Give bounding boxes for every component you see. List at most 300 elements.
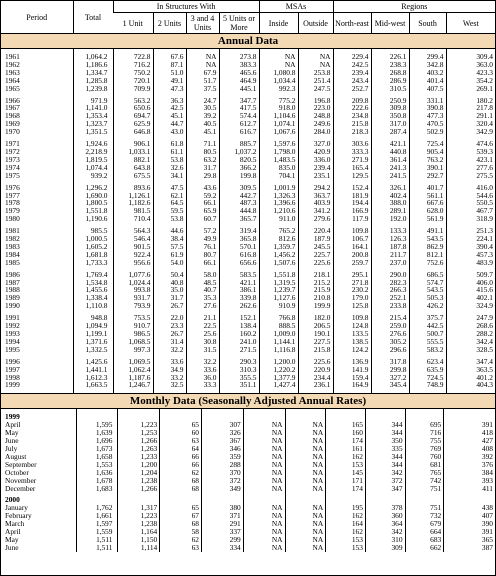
data-cell: 359 — [201, 453, 243, 461]
data-cell: 117.9 — [333, 215, 371, 223]
data-cell: NA — [243, 421, 285, 429]
data-cell: 363.7 — [298, 192, 333, 200]
data-cell: NA — [243, 504, 285, 512]
data-cell: 165.4 — [333, 164, 371, 172]
table-row — [1, 520, 495, 528]
data-cell: 35.3 — [186, 294, 219, 302]
table-row — [1, 374, 495, 382]
data-cell: 309.5 — [219, 184, 259, 192]
data-cell: 174 — [326, 485, 366, 493]
data-cell: 109.8 — [333, 227, 371, 235]
data-cell: 420.9 — [298, 148, 333, 156]
data-cell: 1,351.5 — [73, 128, 113, 136]
data-cell: 616.8 — [219, 251, 259, 259]
data-cell: 251.4 — [298, 77, 333, 85]
data-cell: 393 — [444, 477, 495, 485]
data-cell: 124.2 — [333, 346, 371, 354]
data-cell: 752.6 — [409, 259, 446, 267]
data-cell: 68 — [160, 477, 202, 485]
data-cell: 1,323.7 — [73, 120, 113, 128]
data-cell: 220.4 — [298, 227, 333, 235]
data-cell: 67.6 — [153, 53, 186, 61]
data-cell: 1,455.6 — [73, 286, 113, 294]
data-cell: 365.8 — [219, 235, 259, 243]
data-cell: 237.0 — [371, 259, 409, 267]
data-cell: 209.8 — [333, 97, 371, 105]
table-row — [1, 429, 495, 437]
table-row — [1, 215, 495, 223]
data-cell: 1,150 — [118, 536, 160, 544]
data-cell: 160 — [326, 429, 366, 437]
monthly-data-banner: Monthly Data (Seasonally Adjusted Annual Rates) — [1, 393, 495, 409]
data-cell: NA — [243, 520, 285, 528]
data-cell: 335 — [365, 445, 405, 453]
data-cell: 1,396.6 — [259, 199, 298, 207]
data-cell: 339.8 — [219, 294, 259, 302]
data-cell: 364 — [365, 520, 405, 528]
data-cell: 1,639 — [76, 429, 118, 437]
table-row — [1, 469, 495, 477]
data-cell: 288.2 — [446, 330, 495, 338]
data-cell: 199.8 — [219, 172, 259, 180]
data-cell: 65 — [160, 504, 202, 512]
header-msas-group: MSAs — [259, 1, 333, 13]
table-row — [1, 271, 495, 279]
data-cell: 1,116.8 — [259, 346, 298, 354]
data-cell: 289.1 — [371, 207, 409, 215]
data-cell: 247.9 — [446, 314, 495, 322]
data-cell: 251.3 — [446, 227, 495, 235]
data-cell: 1,210.6 — [259, 207, 298, 215]
row-period: 1997 — [5, 365, 20, 374]
data-cell: 387 — [444, 544, 495, 552]
data-cell: 1,332.5 — [73, 346, 113, 354]
data-cell: 320.4 — [446, 120, 495, 128]
data-cell: 465.6 — [219, 69, 259, 77]
data-cell: 45.1 — [186, 128, 219, 136]
data-cell: 275.5 — [446, 172, 495, 180]
data-cell: 250.9 — [371, 97, 409, 105]
row-period: 1981 — [5, 227, 20, 236]
data-cell: 1,285.8 — [73, 77, 113, 85]
data-cell: 1,425.6 — [73, 358, 113, 366]
header-total: Total — [73, 1, 113, 33]
data-cell: 32.2 — [153, 346, 186, 354]
row-period: 1985 — [5, 258, 20, 267]
table-row — [1, 53, 495, 61]
data-cell: 1,733.3 — [73, 259, 113, 267]
data-cell: 238.3 — [371, 61, 409, 69]
data-cell: 893.6 — [113, 184, 153, 192]
data-cell: 391 — [444, 528, 495, 536]
data-cell: 918.0 — [259, 104, 298, 112]
table-row — [1, 421, 495, 429]
row-period: 1968 — [5, 112, 20, 121]
table-row — [1, 148, 495, 156]
data-cell: 662 — [405, 544, 444, 552]
row-period: 1994 — [5, 337, 20, 346]
data-cell: 199.9 — [298, 302, 333, 310]
data-cell: 1,534.8 — [73, 279, 113, 287]
data-cell: 350.8 — [371, 112, 409, 120]
data-cell: 284.0 — [298, 128, 333, 136]
data-cell: 310.5 — [371, 85, 409, 93]
data-cell: 226.1 — [371, 53, 409, 61]
data-cell: 211.7 — [371, 251, 409, 259]
data-cell: NA — [243, 477, 285, 485]
data-cell: 215.8 — [298, 346, 333, 354]
data-cell: NA — [298, 53, 333, 61]
row-month: February — [5, 512, 32, 521]
data-cell: 403.9 — [298, 199, 333, 207]
table-row — [1, 140, 495, 148]
header-2-units: 2 Units — [153, 13, 186, 34]
row-period: 1976 — [5, 183, 20, 192]
data-cell: 33.2 — [153, 374, 186, 382]
data-cell: 386.1 — [219, 286, 259, 294]
data-cell: 906.1 — [113, 140, 153, 148]
data-cell: 1,266 — [118, 485, 160, 493]
data-cell: 709.9 — [113, 85, 153, 93]
table-row — [1, 85, 495, 93]
row-period: 1979 — [5, 207, 20, 216]
row-period: 1978 — [5, 199, 20, 208]
data-cell: 22.0 — [153, 314, 186, 322]
data-cell: 65.9 — [186, 207, 219, 215]
data-cell: 411 — [444, 485, 495, 493]
table-row — [1, 120, 495, 128]
data-cell: 133.3 — [371, 227, 409, 235]
table-row — [1, 536, 495, 544]
row-period: 1965 — [5, 84, 20, 93]
data-cell: NA — [243, 512, 285, 520]
header-midwest: Mid-west — [371, 13, 409, 34]
data-cell: 1,658 — [76, 453, 118, 461]
data-cell: 1,239.8 — [73, 85, 113, 93]
data-cell: 54.0 — [153, 259, 186, 267]
data-cell: 628.0 — [409, 207, 446, 215]
data-cell: 1,661 — [76, 512, 118, 520]
table-row — [1, 445, 495, 453]
data-cell: 40.7 — [186, 286, 219, 294]
data-cell: 574.4 — [219, 112, 259, 120]
data-cell: 372 — [365, 477, 405, 485]
data-cell: 145 — [326, 469, 366, 477]
data-cell: 218.3 — [333, 128, 371, 136]
data-cell: NA — [285, 445, 326, 453]
data-cell: 408 — [444, 445, 495, 453]
data-cell: 303.6 — [333, 140, 371, 148]
data-cell: 1,199.1 — [73, 330, 113, 338]
data-cell: NA — [285, 504, 326, 512]
data-cell: 63 — [160, 437, 202, 445]
data-cell: 550.5 — [446, 199, 495, 207]
data-cell: 166.9 — [333, 207, 371, 215]
data-cell: 234.4 — [298, 374, 333, 382]
table-row — [1, 330, 495, 338]
row-month: August — [5, 452, 27, 461]
data-cell: 34.1 — [153, 172, 186, 180]
year-label: 1999 — [5, 413, 20, 422]
data-cell: 67.9 — [186, 69, 219, 77]
data-cell: 1,597 — [76, 520, 118, 528]
row-period: 1973 — [5, 155, 20, 164]
data-cell: 164 — [326, 520, 366, 528]
data-cell: 765.2 — [259, 227, 298, 235]
data-cell: 1,683 — [76, 485, 118, 493]
data-cell: 277.6 — [446, 164, 495, 172]
data-cell: NA — [259, 53, 298, 61]
data-cell: 971.9 — [73, 97, 113, 105]
data-cell: 62 — [160, 469, 202, 477]
data-cell: 266.3 — [371, 286, 409, 294]
data-cell: 1,024.4 — [113, 279, 153, 287]
table-row — [1, 259, 495, 267]
data-cell: 294.2 — [298, 184, 333, 192]
data-cell: 555.5 — [409, 338, 446, 346]
data-cell: 268.6 — [446, 322, 495, 330]
data-cell: NA — [285, 536, 326, 544]
row-period: 1991 — [5, 314, 20, 323]
data-cell: 344 — [365, 461, 405, 469]
data-cell: 22.5 — [186, 322, 219, 330]
data-cell: NA — [285, 421, 326, 429]
data-cell: 616.7 — [219, 128, 259, 136]
data-cell: 1,001.9 — [259, 184, 298, 192]
data-cell: 162 — [326, 453, 366, 461]
data-cell: NA — [186, 61, 219, 69]
data-cell: 32.6 — [153, 164, 186, 172]
data-cell: 363.0 — [446, 61, 495, 69]
data-cell: 1,690.0 — [73, 192, 113, 200]
data-cell: 1,681.8 — [73, 251, 113, 259]
table-header — [1, 1, 495, 33]
data-cell: 24.7 — [186, 97, 219, 105]
data-cell: 106.7 — [333, 235, 371, 243]
data-cell: 888.5 — [259, 322, 298, 330]
row-month: May — [5, 535, 19, 544]
data-cell: 181.9 — [333, 192, 371, 200]
data-cell: 885.7 — [219, 140, 259, 148]
data-cell: 179.0 — [333, 294, 371, 302]
data-cell: 331.1 — [409, 97, 446, 105]
data-cell: 239.4 — [333, 69, 371, 77]
data-cell: 1,636 — [76, 469, 118, 477]
data-cell: 1,141.0 — [73, 104, 113, 112]
data-cell: 367 — [201, 437, 243, 445]
data-cell: 252.7 — [333, 85, 371, 93]
data-cell: 51.7 — [186, 77, 219, 85]
table-row — [1, 61, 495, 69]
data-cell: 716 — [405, 429, 444, 437]
data-cell: 58.0 — [186, 271, 219, 279]
data-cell: 190.1 — [298, 330, 333, 338]
data-cell: 31.5 — [186, 346, 219, 354]
data-cell: 242.5 — [333, 61, 371, 69]
data-cell: NA — [298, 61, 333, 69]
row-month: July — [5, 444, 18, 453]
data-cell: 234.8 — [333, 112, 371, 120]
data-cell: 1,800.5 — [73, 199, 113, 207]
data-cell: 334 — [201, 544, 243, 552]
row-period: 1962 — [5, 60, 20, 69]
data-cell: NA — [285, 437, 326, 445]
data-cell: 162 — [326, 528, 366, 536]
data-cell: 1,263 — [118, 445, 160, 453]
data-cell: 153 — [326, 461, 366, 469]
data-cell: 392 — [444, 453, 495, 461]
data-cell: 1,034.4 — [259, 77, 298, 85]
data-cell: 1,104.6 — [259, 112, 298, 120]
table-row — [1, 437, 495, 445]
data-cell: 174 — [326, 437, 366, 445]
data-cell: 241.5 — [371, 172, 409, 180]
data-cell: 279.6 — [298, 215, 333, 223]
data-cell: 67 — [160, 512, 202, 520]
year-label: 2000 — [5, 496, 20, 505]
row-period: 1967 — [5, 104, 20, 113]
data-cell: 210.8 — [298, 294, 333, 302]
data-cell: 249.6 — [298, 120, 333, 128]
data-cell: 200.8 — [333, 251, 371, 259]
data-cell: 296.6 — [371, 346, 409, 354]
data-cell: 546.4 — [113, 235, 153, 243]
data-cell: 27.6 — [186, 302, 219, 310]
data-cell: 378 — [365, 504, 405, 512]
row-period: 1986 — [5, 270, 20, 279]
data-cell: 161 — [326, 445, 366, 453]
data-cell: 418 — [444, 429, 495, 437]
table-row — [1, 286, 495, 294]
data-cell: 361.4 — [371, 156, 409, 164]
data-cell: 574.7 — [409, 279, 446, 287]
table-row — [1, 112, 495, 120]
data-cell: 561.1 — [409, 192, 446, 200]
data-cell: 138.4 — [219, 322, 259, 330]
data-cell: 612.7 — [219, 120, 259, 128]
table-row — [1, 544, 495, 552]
data-cell: NA — [285, 544, 326, 552]
data-cell: 26.7 — [153, 330, 186, 338]
data-cell: 141.9 — [333, 366, 371, 374]
row-period: 1975 — [5, 171, 20, 180]
data-cell: 291.1 — [446, 112, 495, 120]
data-cell: 60.7 — [186, 215, 219, 223]
data-cell: 407.5 — [409, 85, 446, 93]
table-row — [1, 294, 495, 302]
data-cell: 64 — [160, 445, 202, 453]
data-cell: 1,080.8 — [259, 69, 298, 77]
table-row — [1, 346, 495, 354]
data-cell: 769 — [405, 445, 444, 453]
data-cell: 282.3 — [371, 279, 409, 287]
data-cell: 53.8 — [153, 156, 186, 164]
data-cell: 2,218.9 — [73, 148, 113, 156]
row-month: April — [5, 421, 21, 430]
data-cell: 483.9 — [446, 259, 495, 267]
data-cell: 164.9 — [333, 381, 371, 389]
data-cell: 1,069.5 — [113, 358, 153, 366]
data-cell: 948.8 — [73, 314, 113, 322]
data-cell: 366.2 — [219, 164, 259, 172]
data-cell: 372 — [201, 477, 243, 485]
data-cell: 326 — [201, 429, 243, 437]
table-row — [1, 504, 495, 512]
data-cell: 152.1 — [219, 314, 259, 322]
data-cell: 992.3 — [259, 85, 298, 93]
data-cell: 245.5 — [298, 243, 333, 251]
data-cell: 724.5 — [409, 374, 446, 382]
data-cell: 1,009.0 — [259, 330, 298, 338]
annual-data-banner: Annual Data — [1, 33, 495, 49]
data-cell: 564.3 — [113, 227, 153, 235]
row-month: April — [5, 528, 21, 536]
data-cell: 681 — [405, 461, 444, 469]
data-cell: 342 — [365, 528, 405, 536]
data-cell: 215.8 — [333, 120, 371, 128]
row-period: 1970 — [5, 128, 20, 137]
row-month: October — [5, 468, 29, 477]
data-cell: 1,553 — [76, 461, 118, 469]
data-cell: 390.8 — [409, 104, 446, 112]
data-cell: NA — [243, 544, 285, 552]
data-cell: 457.3 — [446, 251, 495, 259]
data-cell: 664 — [405, 528, 444, 536]
data-cell: 1,266 — [118, 437, 160, 445]
data-cell: 87.1 — [153, 61, 186, 69]
data-cell: 165 — [326, 421, 366, 429]
data-cell: 241.0 — [219, 338, 259, 346]
data-cell: 53.8 — [153, 215, 186, 223]
data-cell: 625.9 — [113, 120, 153, 128]
data-cell: 125.8 — [333, 302, 371, 310]
data-cell: 751 — [405, 485, 444, 493]
data-cell: 225.6 — [298, 259, 333, 267]
data-cell: 344 — [365, 421, 405, 429]
data-cell: 444.8 — [219, 207, 259, 215]
data-cell: 31.7 — [186, 164, 219, 172]
data-cell: 25.6 — [186, 330, 219, 338]
data-cell: 309 — [365, 544, 405, 552]
data-cell: 309.4 — [446, 53, 495, 61]
data-cell: 1,074.1 — [259, 120, 298, 128]
data-cell: 388.0 — [371, 199, 409, 207]
data-cell: NA — [285, 512, 326, 520]
row-month: January — [5, 504, 28, 513]
row-period: 1974 — [5, 163, 20, 172]
row-period: 1969 — [5, 120, 20, 129]
data-cell: 679 — [405, 520, 444, 528]
data-cell: 402.1 — [446, 294, 495, 302]
data-cell: 704.1 — [259, 172, 298, 180]
data-cell: 286.9 — [371, 77, 409, 85]
row-month: June — [5, 437, 19, 445]
data-cell: 442.7 — [219, 192, 259, 200]
data-cell: 1,164 — [118, 528, 160, 536]
data-cell: 901.5 — [113, 243, 153, 251]
data-cell: NA — [243, 536, 285, 544]
data-cell: 164.1 — [333, 243, 371, 251]
data-cell: 38.4 — [153, 235, 186, 243]
data-cell: 775.2 — [259, 97, 298, 105]
data-cell: 383.3 — [219, 61, 259, 69]
data-cell: 305.2 — [371, 338, 409, 346]
row-period: 1983 — [5, 242, 20, 251]
header-1-unit: 1 Unit — [122, 18, 143, 28]
data-cell: 635.9 — [409, 366, 446, 374]
data-cell: 253.8 — [298, 69, 333, 77]
data-cell: 68 — [160, 485, 202, 493]
